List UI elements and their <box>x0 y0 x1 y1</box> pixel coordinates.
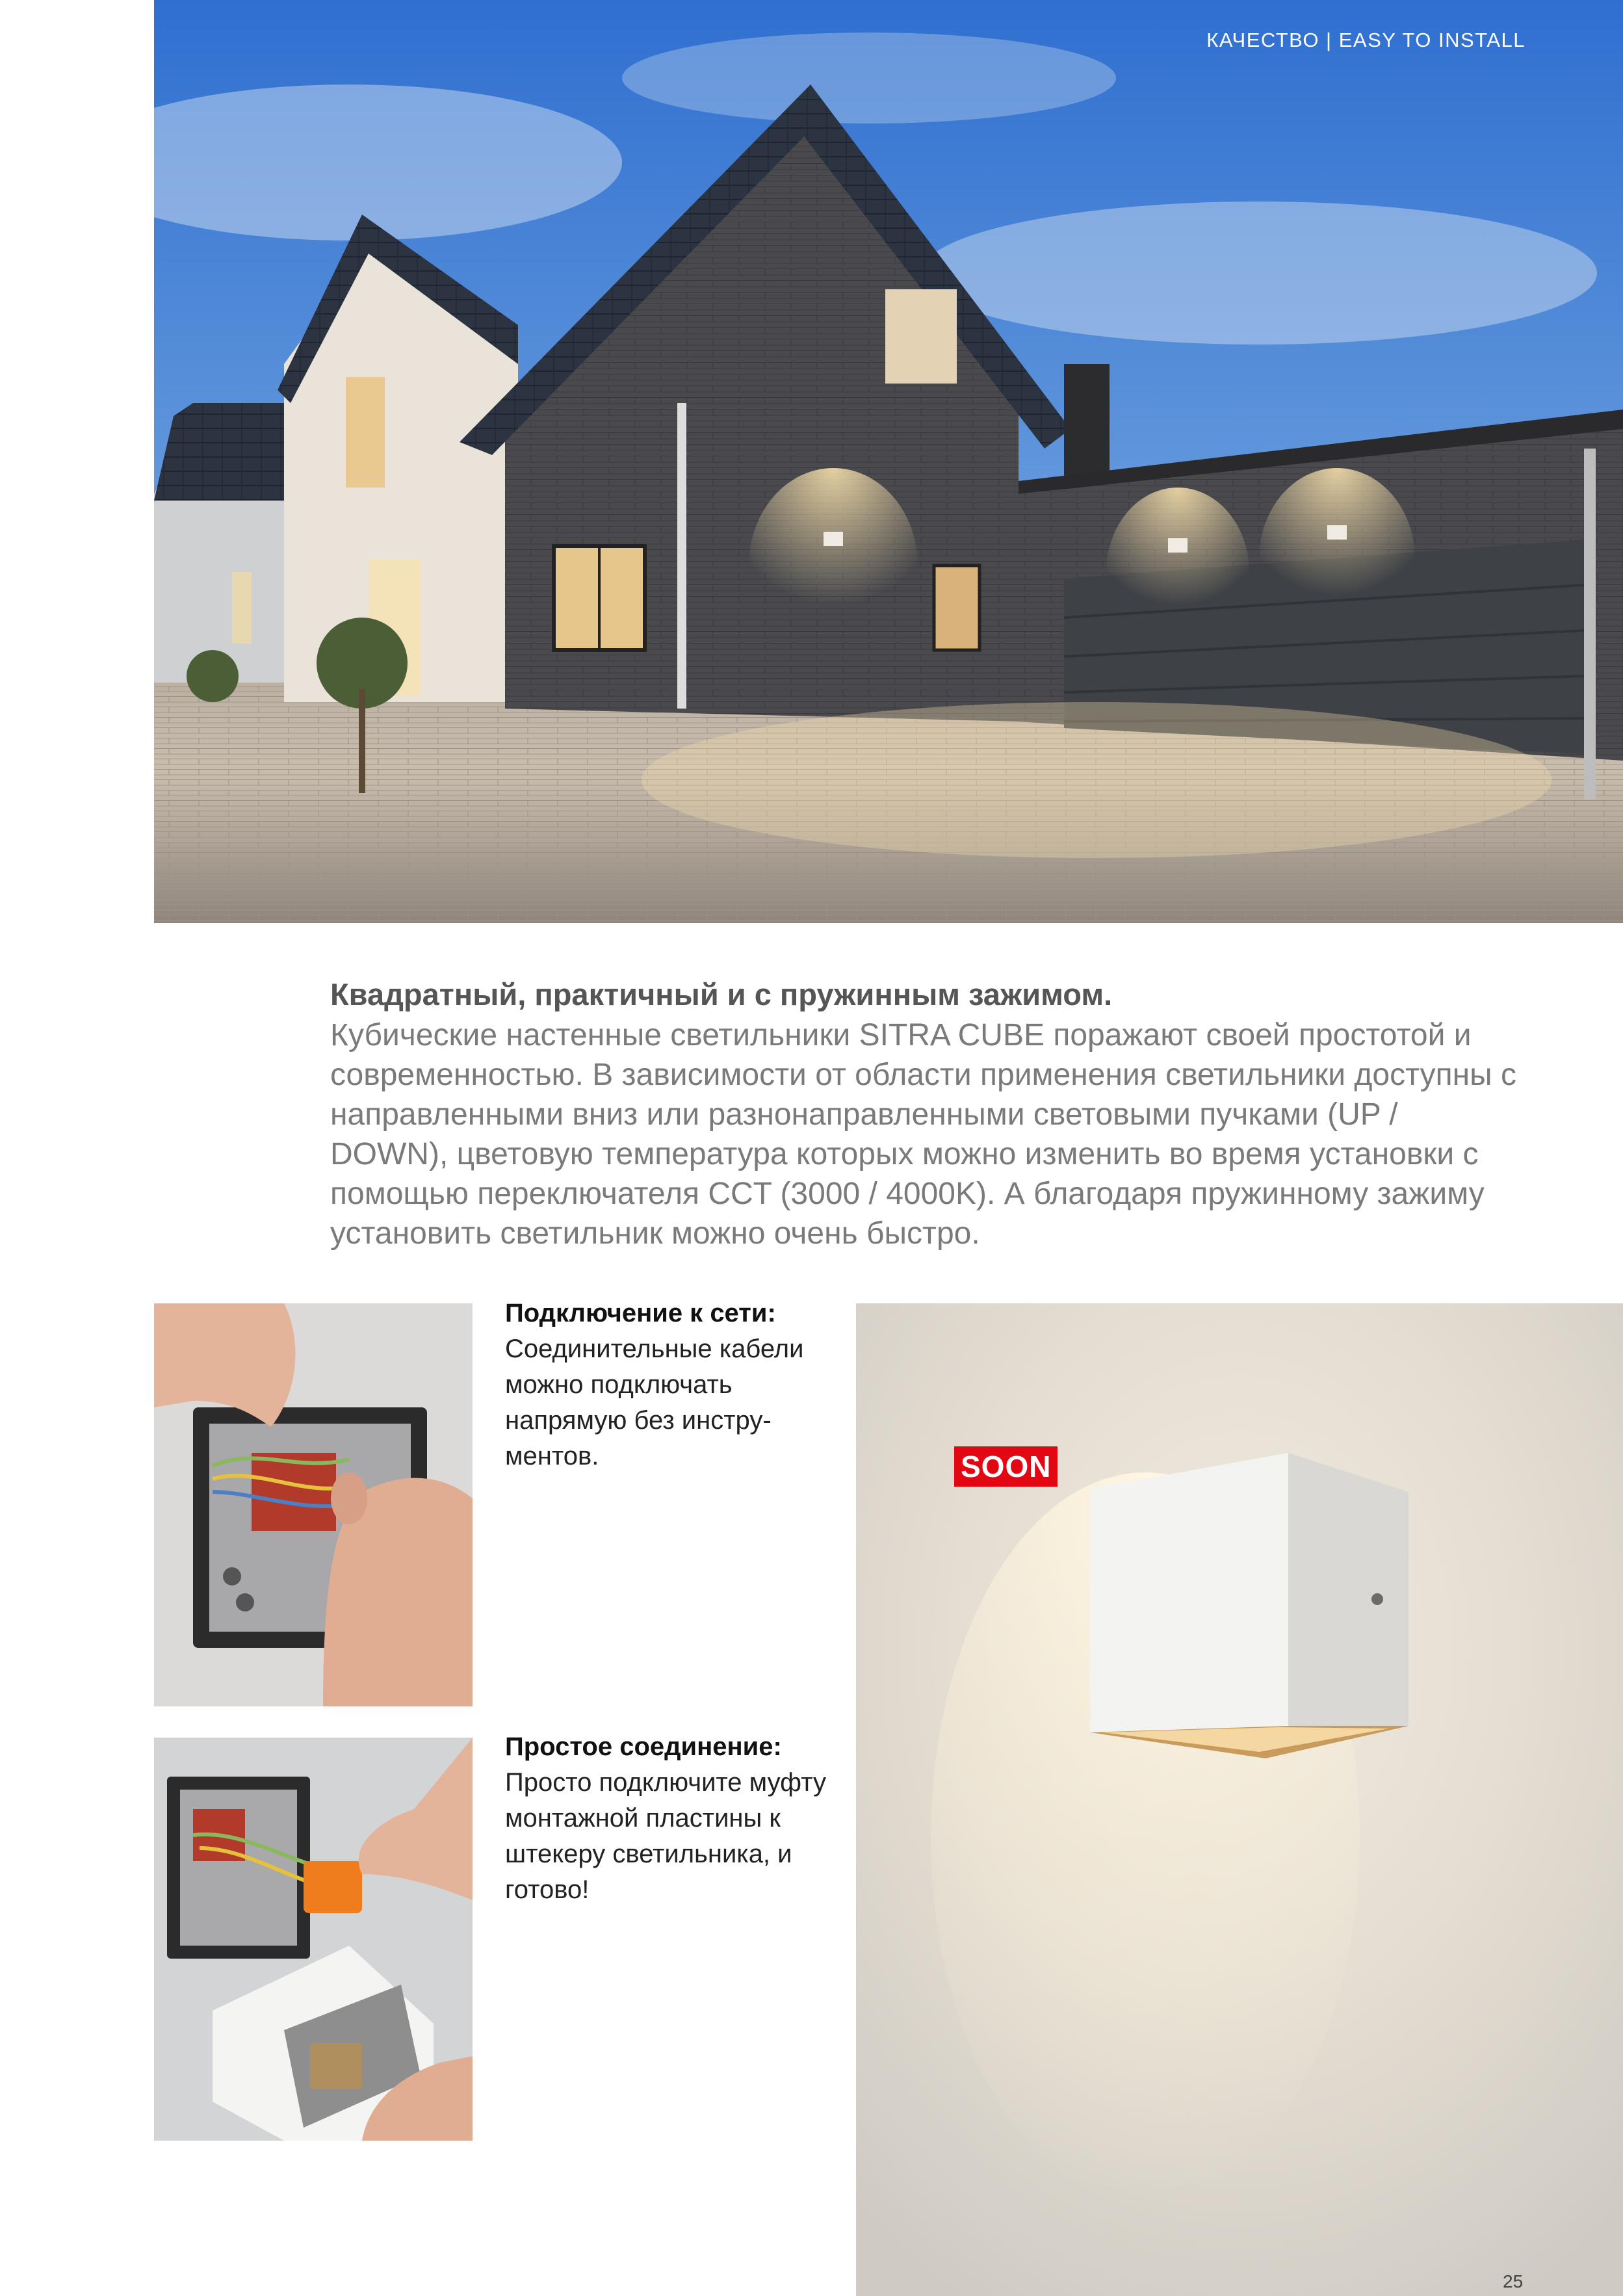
step-1-photo <box>154 1303 473 1706</box>
step-1-title: Подключение к сети: <box>505 1299 776 1327</box>
step-2-title: Простое соединение: <box>505 1732 782 1761</box>
hero-photo <box>154 0 1623 923</box>
intro-body: Кубические настенные светильники SITRA CUBE поражают своей простотой и современностью. В зависимости от области применения светильники доступны с направленными вниз или разнонаправленными световыми пучками (UP / DOWN), цветовую температура которых можно изменить во время установки с помощью переключателя CCT (3000 / 4000K). А благодаря пружинному зажиму установить светильник можно очень быстро. <box>330 1018 1516 1251</box>
page-number: 25 <box>1503 2271 1524 2291</box>
intro-title: Квадратный, практичный и с пружинным зажимом. <box>330 977 1113 1011</box>
intro-section <box>330 974 1520 1253</box>
step-1-text: Соединительные кабели можно подключать напрямую без инструментов. <box>505 1335 804 1470</box>
step-2-photo <box>154 1738 473 2141</box>
step-2-description <box>505 1729 843 1908</box>
section-tag: КАЧЕСТВО | EASY TO INSTALL <box>1206 29 1526 51</box>
soon-badge: SOON <box>954 1446 1058 1487</box>
step-1-description <box>505 1296 843 1474</box>
step-2-text: Просто подключите муфту монтажной пластины к штекеру светильника, и готово! <box>505 1768 826 1904</box>
